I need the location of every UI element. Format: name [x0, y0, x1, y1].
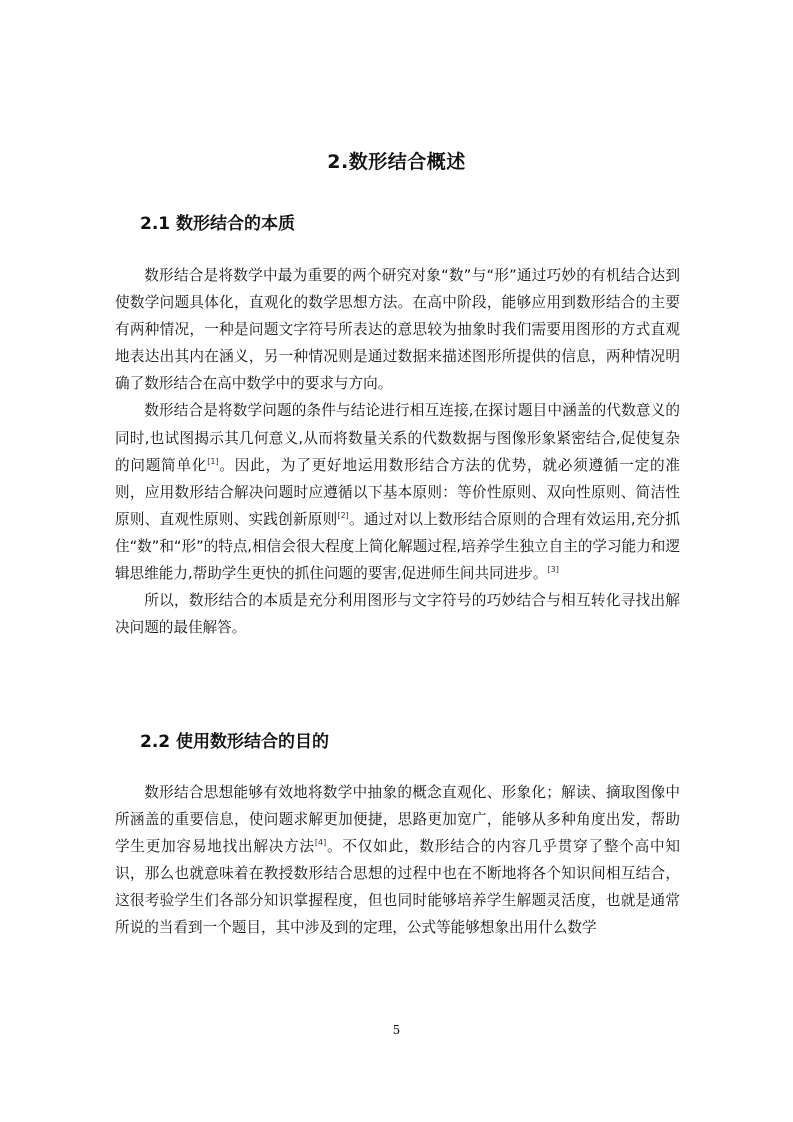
- paragraph-text: 数形结合是将数学问题的条件与结论进行相互连接,在探讨题目中涵盖的代数意义的同时,也试图揭示其几何意义,从而将数量关系的代数数据与图像形象紧密结合,促使复杂的问题简单化: [115, 402, 680, 474]
- paragraph: 所以，数形结合的本质是充分利用图形与文字符号的巧妙结合与相互转化寻找出解决问题的最佳解答。: [115, 592, 680, 637]
- section-2-1-body: [115, 262, 680, 641]
- chapter-title: 2.数形结合概述: [327, 151, 466, 173]
- section-title-2-1: 2.1 数形结合的本质: [140, 214, 296, 234]
- section-2-2-body: [115, 779, 680, 942]
- page-number: 5: [392, 1023, 401, 1037]
- paragraph-text: 数形结合思想能够有效地将数学中抽象的概念直观化、形象化；解读、摘取图像中所涵盖的重要信息，使问题求解更加便捷，思路更加宽广，能够从多种角度出发，帮助学生更加容易地找出解决方法: [115, 784, 680, 856]
- paragraph: [115, 397, 680, 587]
- citation-ref: [4]: [314, 838, 327, 848]
- paragraph-text: 。不仅如此，数形结合的内容几乎贯穿了整个高中知识，那么也就意味着在教授数形结合思想的过程中也在不断地将各个知识间相互结合，这很考验学生们各部分知识掌握程度，但也同时能够培养学生解题灵活度，也就是通常所说的当看到一个题目，其中涉及到的定理，公式等能够想象出用什么数学: [115, 838, 680, 937]
- citation-ref: [1]: [207, 456, 219, 466]
- paragraph: [115, 779, 680, 942]
- paragraph-text: 。因此，为了更好地运用数形结合方法的优势，就必须遵循一定的准则，应用数形结合解决问题时应遵循以下基本原则：等价性原则、双向性原则、简洁性原则、直观性原则、实践创新原则: [115, 456, 680, 528]
- citation-ref: [2]: [337, 510, 349, 520]
- citation-ref: [3]: [547, 565, 559, 575]
- paragraph-text: 。通过对以上数形结合原则的合理有效运用,充分抓住“数”和“形”的特点,相信会很大程度上简化解题过程,培养学生独立自主的学习能力和逻辑思维能力,帮助学生更快的抓住问题的要害,促进师生间共同进步。: [115, 510, 680, 583]
- paragraph: 数形结合是将数学中最为重要的两个研究对象“数”与“形”通过巧妙的有机结合达到使数学问题具体化，直观化的数学思想方法。在高中阶段，能够应用到数形结合的主要有两种情况，一种是问题文字符号所表达的意思较为抽象时我们需要用图形的方式直观地表达出其内在涵义，另一种情况则是通过数据来描述图形所提供的信息，两种情况明确了数形结合在高中数学中的要求与方向。: [115, 267, 680, 393]
- section-title-2-2: 2.2 使用数形结合的目的: [140, 732, 330, 752]
